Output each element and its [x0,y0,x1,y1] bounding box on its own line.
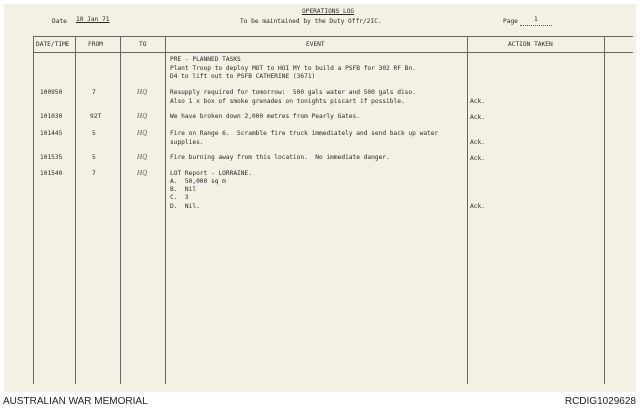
lot-item: B. Nil [170,186,197,193]
col-header-to: TO [139,41,147,48]
footer-reference: RCDIG1029628 [564,396,636,407]
row-action: Ack. [470,139,485,146]
row-time: 101540 [40,170,63,177]
row-event-line-1: Fire burning away from this location. No immediate danger. [170,154,390,161]
col-header-datetime: DATE/TIME [36,41,70,48]
row-event-line-2: supplies. [170,139,204,146]
row-to: HQ [137,113,148,120]
page-dots [520,25,552,26]
planned-line-1: Plant Troop to deploy MOT to HOI MY to build a PSFB for 302 RF Bn. [170,65,416,72]
row-event-line-1: LOT Report - LORRAINE. [170,170,252,177]
col-divider-1 [33,36,34,384]
footer-source: AUSTRALIAN WAR MEMORIAL [3,396,148,407]
row-from: 7 [92,89,96,96]
col-divider-5 [467,36,468,384]
row-time: 101030 [40,113,63,120]
col-divider-2 [75,36,76,384]
planned-heading: PRE - PLANNED TASKS [170,56,241,63]
row-time: 100950 [40,89,63,96]
row-from: 7 [92,170,96,177]
row-to: HQ [137,170,148,177]
row-action: Ack. [470,203,485,210]
row-event-line-1: Fire on Range 6. Scramble fire truck immediately and send back up water [170,130,439,137]
log-title: OPERATIONS LOG [302,8,355,15]
row-action: Ack. [470,114,485,121]
row-from: 5 [92,130,96,137]
col-header-action: ACTION TAKEN [508,41,553,48]
row-from: 5 [92,154,96,161]
header-rule [33,52,633,53]
row-event-line-1: We have broken down 2,000 metres from Pearly Gates. [170,113,360,120]
document-page [4,4,636,392]
lot-item: A. 50,000 sq m [170,178,226,185]
maintained-note: To be maintained by the Duty Offr/2IC. [240,18,382,25]
col-divider-4 [165,36,166,384]
col-header-event: EVENT [306,41,325,48]
page-label: Page [503,18,518,25]
row-time: 101535 [40,154,63,161]
page-value: 1 [534,16,538,23]
row-action: Ack. [470,98,485,105]
row-event-line-1: Resupply required for tomorrow: 500 gals water and 500 gals diso. [170,89,416,96]
col-divider-6 [604,36,605,384]
row-from: 92T [90,113,102,120]
lot-item: C. 3 [170,194,189,201]
col-divider-3 [120,36,121,384]
table-top-rule [33,36,633,37]
date-label: Date [52,18,67,25]
row-event-line-2: Also 1 x box of smoke grenades on tonights piscart if possible. [170,98,405,105]
col-header-from: FROM [88,41,103,48]
row-to: HQ [137,130,148,137]
lot-item: D. Nil. [170,203,200,210]
row-time: 101445 [40,130,63,137]
row-to: HQ [137,89,148,96]
row-to: HQ [137,154,148,161]
row-action: Ack. [470,155,485,162]
date-value: 10 Jan 71 [76,16,110,23]
planned-line-2: D4 to lift out to PSFB CATHERINE (3671) [170,73,316,80]
